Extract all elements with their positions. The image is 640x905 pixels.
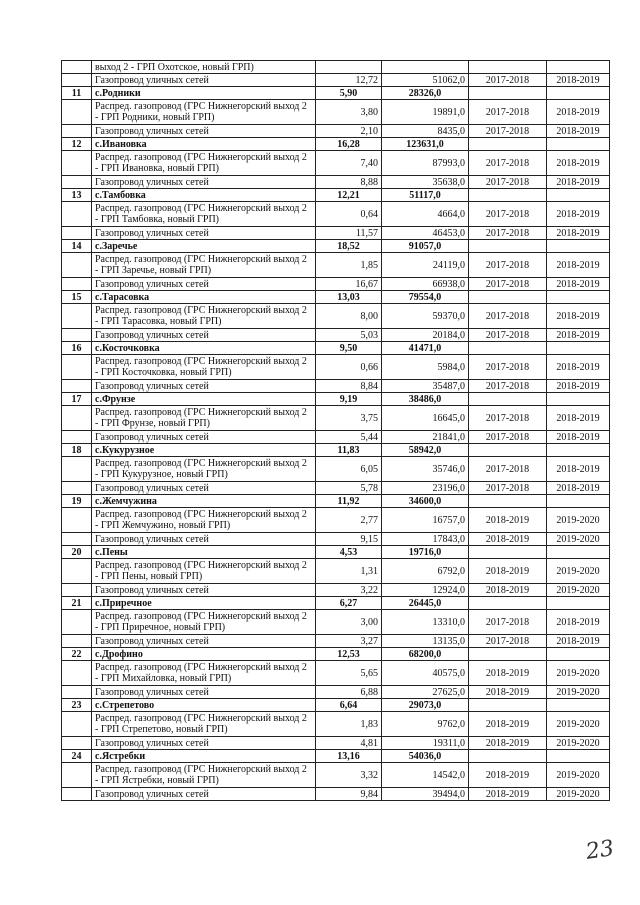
pipe-name-cell: Газопровод уличных сетей [92,737,316,750]
period-start-cell: 2017-2018 [469,635,547,648]
table-row [62,533,610,546]
table-row [62,329,610,342]
pipe-name-cell: Газопровод уличных сетей [92,533,316,546]
length-cell: 16,67 [316,278,382,291]
period-end-cell: 2019-2020 [547,788,610,801]
section-length: 11,83 [316,444,382,457]
table-row [62,737,610,750]
row-number-cell [62,202,92,227]
row-number-cell [62,61,92,74]
section-header-row [62,291,610,304]
length-cell: 2,77 [316,508,382,533]
section-length: 4,53 [316,546,382,559]
table-row [62,559,610,584]
period-end-cell: 2018-2019 [547,610,610,635]
section-number: 16 [62,342,92,355]
row-number-cell [62,635,92,648]
pipe-name-cell: Распред. газопровод (ГРС Нижнегорский выход 2 - ГРП Пены, новый ГРП) [92,559,316,584]
cost-cell: 13310,0 [382,610,469,635]
length-cell: 5,65 [316,661,382,686]
cost-cell: 6792,0 [382,559,469,584]
length-cell: 3,27 [316,635,382,648]
period-start-cell: 2017-2018 [469,278,547,291]
section-cost: 91057,0 [382,240,469,253]
length-cell: 2,10 [316,125,382,138]
pipe-name-cell: Распред. газопровод (ГРС Нижнегорский выход 2 - ГРП Михайловка, новый ГРП) [92,661,316,686]
length-cell: 11,57 [316,227,382,240]
row-number-cell [62,508,92,533]
section-number: 12 [62,138,92,151]
row-number-cell [62,686,92,699]
cost-cell: 9762,0 [382,712,469,737]
section-cost: 79554,0 [382,291,469,304]
period-start-cell: 2017-2018 [469,482,547,495]
table-row [62,176,610,189]
village-name: с.Ивановка [92,138,316,151]
table-row [62,253,610,278]
section-header-row [62,444,610,457]
pipe-name-cell: Газопровод уличных сетей [92,686,316,699]
section-header-row [62,750,610,763]
table-row [62,635,610,648]
pipe-name-cell: Распред. газопровод (ГРС Нижнегорский выход 2 - ГРП Заречье, новый ГРП) [92,253,316,278]
page-number: 23 [584,836,616,865]
section-length: 9,19 [316,393,382,406]
table-row [62,74,610,87]
section-header-row [62,189,610,202]
village-name: с.Родники [92,87,316,100]
village-name: с.Кукурузное [92,444,316,457]
period-end-cell: 2019-2020 [547,508,610,533]
section-cost: 54036,0 [382,750,469,763]
length-cell: 1,85 [316,253,382,278]
length-cell: 12,72 [316,74,382,87]
row-number-cell [62,278,92,291]
section-length: 12,53 [316,648,382,661]
section-cost: 68200,0 [382,648,469,661]
cost-cell: 27625,0 [382,686,469,699]
section-length: 5,90 [316,87,382,100]
table-row [62,584,610,597]
length-cell: 3,22 [316,584,382,597]
section-cost: 123631,0 [382,138,469,151]
table-row [62,304,610,329]
length-cell: 9,15 [316,533,382,546]
length-cell: 6,05 [316,457,382,482]
village-name: с.Тарасовка [92,291,316,304]
period-end-cell: 2019-2020 [547,584,610,597]
table-row [62,686,610,699]
section-length: 16,28 [316,138,382,151]
row-number-cell [62,406,92,431]
section-cost: 38486,0 [382,393,469,406]
table-row [62,202,610,227]
cost-cell: 51062,0 [382,74,469,87]
section-number: 11 [62,87,92,100]
cost-cell: 20184,0 [382,329,469,342]
period-start-cell: 2018-2019 [469,584,547,597]
pipe-name-cell: Распред. газопровод (ГРС Нижнегорский выход 2 - ГРП Фрунзе, новый ГРП) [92,406,316,431]
cost-cell: 46453,0 [382,227,469,240]
gas-pipeline-table [61,60,610,801]
section-number: 20 [62,546,92,559]
table-row [62,380,610,393]
cost-cell: 8435,0 [382,125,469,138]
row-number-cell [62,788,92,801]
pipe-name-cell: Газопровод уличных сетей [92,635,316,648]
row-number-cell [62,380,92,393]
village-name: с.Дрофино [92,648,316,661]
row-number-cell [62,457,92,482]
period-end-cell: 2018-2019 [547,253,610,278]
period-start-cell: 2017-2018 [469,100,547,125]
length-cell: 8,00 [316,304,382,329]
section-header-row [62,699,610,712]
pipe-name-cell: Распред. газопровод (ГРС Нижнегорский выход 2 - ГРП Ивановка, новый ГРП) [92,151,316,176]
pipe-name-cell: Газопровод уличных сетей [92,176,316,189]
cost-cell: 12924,0 [382,584,469,597]
period-end-cell: 2018-2019 [547,227,610,240]
section-cost: 41471,0 [382,342,469,355]
section-number: 13 [62,189,92,202]
row-number-cell [62,304,92,329]
cost-cell: 16757,0 [382,508,469,533]
period-end-cell: 2018-2019 [547,202,610,227]
length-cell: 3,80 [316,100,382,125]
period-start-cell: 2017-2018 [469,304,547,329]
pipe-name-cell: Газопровод уличных сетей [92,380,316,393]
period-end-cell: 2018-2019 [547,380,610,393]
row-number-cell [62,610,92,635]
row-number-cell [62,125,92,138]
period-end-cell: 2019-2020 [547,661,610,686]
cost-cell: 59370,0 [382,304,469,329]
table-row [62,661,610,686]
cost-cell: 35746,0 [382,457,469,482]
pipe-name-cell: Газопровод уличных сетей [92,788,316,801]
cost-cell: 5984,0 [382,355,469,380]
table-row [62,100,610,125]
section-length: 13,03 [316,291,382,304]
cost-cell: 21841,0 [382,431,469,444]
village-name: с.Ястребки [92,750,316,763]
section-cost: 51117,0 [382,189,469,202]
cost-cell: 87993,0 [382,151,469,176]
table-row [62,712,610,737]
pipe-name-cell: Распред. газопровод (ГРС Нижнегорский выход 2 - ГРП Тамбовка, новый ГРП) [92,202,316,227]
period-end-cell: 2018-2019 [547,431,610,444]
pipe-name-cell: Распред. газопровод (ГРС Нижнегорский выход 2 - ГРП Тарасовка, новый ГРП) [92,304,316,329]
period-start-cell: 2018-2019 [469,661,547,686]
table-row [62,355,610,380]
cost-cell: 4664,0 [382,202,469,227]
section-cost: 34600,0 [382,495,469,508]
period-start-cell: 2017-2018 [469,151,547,176]
cost-cell: 16645,0 [382,406,469,431]
period-start-cell: 2017-2018 [469,457,547,482]
row-number-cell [62,431,92,444]
pipe-name-cell: Газопровод уличных сетей [92,278,316,291]
length-cell: 4,81 [316,737,382,750]
section-number: 14 [62,240,92,253]
length-cell: 5,03 [316,329,382,342]
length-cell: 0,66 [316,355,382,380]
section-header-row [62,87,610,100]
row-number-cell [62,737,92,750]
cost-cell: 17843,0 [382,533,469,546]
village-name: с.Тамбовка [92,189,316,202]
table-row [62,508,610,533]
length-cell: 5,44 [316,431,382,444]
length-cell: 5,78 [316,482,382,495]
row-number-cell [62,151,92,176]
section-number: 15 [62,291,92,304]
period-start-cell: 2018-2019 [469,712,547,737]
village-name: с.Пены [92,546,316,559]
period-end-cell: 2019-2020 [547,533,610,546]
pipe-name-cell: Газопровод уличных сетей [92,227,316,240]
period-start-cell: 2017-2018 [469,610,547,635]
section-cost: 26445,0 [382,597,469,610]
section-header-row [62,597,610,610]
section-cost: 58942,0 [382,444,469,457]
pipe-name-cell: Газопровод уличных сетей [92,431,316,444]
continuation-name-cell: выход 2 - ГРП Охотское, новый ГРП) [92,61,316,74]
length-cell: 1,83 [316,712,382,737]
section-length: 18,52 [316,240,382,253]
table-row [62,763,610,788]
period-start-cell: 2017-2018 [469,355,547,380]
row-number-cell [62,482,92,495]
row-number-cell [62,100,92,125]
section-cost: 28326,0 [382,87,469,100]
cost-cell: 19891,0 [382,100,469,125]
section-number: 18 [62,444,92,457]
section-length: 13,16 [316,750,382,763]
pipe-name-cell: Распред. газопровод (ГРС Нижнегорский выход 2 - ГРП Косточковка, новый ГРП) [92,355,316,380]
period-start-cell: 2017-2018 [469,406,547,431]
table-row [62,482,610,495]
section-length: 6,27 [316,597,382,610]
pipe-name-cell: Газопровод уличных сетей [92,329,316,342]
period-start-cell: 2018-2019 [469,533,547,546]
section-header-row [62,138,610,151]
village-name: с.Косточковка [92,342,316,355]
period-start-cell: 2018-2019 [469,737,547,750]
period-end-cell: 2019-2020 [547,686,610,699]
table-body [62,61,610,801]
village-name: с.Стрепетово [92,699,316,712]
length-cell: 8,84 [316,380,382,393]
row-number-cell [62,329,92,342]
section-header-row [62,648,610,661]
period-end-cell: 2018-2019 [547,355,610,380]
period-end-cell: 2018-2019 [547,482,610,495]
length-cell: 0,64 [316,202,382,227]
cost-cell: 24119,0 [382,253,469,278]
table-row [62,227,610,240]
period-end-cell: 2019-2020 [547,712,610,737]
row-number-cell [62,253,92,278]
period-start-cell: 2017-2018 [469,74,547,87]
section-number: 21 [62,597,92,610]
length-cell: 6,88 [316,686,382,699]
length-cell: 3,32 [316,763,382,788]
period-end-cell: 2018-2019 [547,329,610,342]
section-length: 11,92 [316,495,382,508]
section-number: 17 [62,393,92,406]
pipe-name-cell: Газопровод уличных сетей [92,584,316,597]
period-start-cell: 2017-2018 [469,329,547,342]
period-end-cell: 2018-2019 [547,457,610,482]
length-cell: 1,31 [316,559,382,584]
period-start-cell: 2017-2018 [469,227,547,240]
period-start-cell: 2017-2018 [469,431,547,444]
cost-cell: 40575,0 [382,661,469,686]
pipe-name-cell: Распред. газопровод (ГРС Нижнегорский выход 2 - ГРП Приречное, новый ГРП) [92,610,316,635]
period-end-cell: 2018-2019 [547,304,610,329]
pipe-name-cell: Распред. газопровод (ГРС Нижнегорский выход 2 - ГРП Ястребки, новый ГРП) [92,763,316,788]
section-number: 23 [62,699,92,712]
pipe-name-cell: Распред. газопровод (ГРС Нижнегорский выход 2 - ГРП Жемчужино, новый ГРП) [92,508,316,533]
cost-cell: 14542,0 [382,763,469,788]
period-start-cell: 2017-2018 [469,253,547,278]
pipe-name-cell: Газопровод уличных сетей [92,482,316,495]
section-number: 19 [62,495,92,508]
table-row [62,610,610,635]
row-number-cell [62,712,92,737]
period-start-cell: 2018-2019 [469,559,547,584]
period-start-cell: 2018-2019 [469,788,547,801]
pipe-name-cell: Распред. газопровод (ГРС Нижнегорский выход 2 - ГРП Родники, новый ГРП) [92,100,316,125]
row-number-cell [62,584,92,597]
section-number: 22 [62,648,92,661]
table-row [62,406,610,431]
section-cost: 29073,0 [382,699,469,712]
continuation-row [62,61,610,74]
row-number-cell [62,763,92,788]
period-start-cell: 2017-2018 [469,176,547,189]
length-cell: 3,75 [316,406,382,431]
row-number-cell [62,559,92,584]
section-header-row [62,495,610,508]
period-end-cell: 2019-2020 [547,737,610,750]
section-length: 9,50 [316,342,382,355]
pipe-name-cell: Распред. газопровод (ГРС Нижнегорский выход 2 - ГРП Кукурузное, новый ГРП) [92,457,316,482]
pipe-name-cell: Газопровод уличных сетей [92,74,316,87]
length-cell: 3,00 [316,610,382,635]
pipe-name-cell: Газопровод уличных сетей [92,125,316,138]
section-header-row [62,342,610,355]
period-end-cell: 2018-2019 [547,125,610,138]
section-header-row [62,546,610,559]
period-end-cell: 2019-2020 [547,559,610,584]
village-name: с.Приречное [92,597,316,610]
section-cost: 19716,0 [382,546,469,559]
village-name: с.Заречье [92,240,316,253]
section-header-row [62,393,610,406]
row-number-cell [62,661,92,686]
length-cell: 8,88 [316,176,382,189]
table-row [62,278,610,291]
cost-cell: 66938,0 [382,278,469,291]
cost-cell: 13135,0 [382,635,469,648]
period-end-cell: 2018-2019 [547,278,610,291]
period-end-cell: 2018-2019 [547,151,610,176]
period-start-cell: 2018-2019 [469,508,547,533]
period-start-cell: 2017-2018 [469,202,547,227]
length-cell: 7,40 [316,151,382,176]
section-length: 12,21 [316,189,382,202]
period-start-cell: 2018-2019 [469,686,547,699]
row-number-cell [62,176,92,189]
row-number-cell [62,533,92,546]
table-row [62,151,610,176]
period-end-cell: 2018-2019 [547,635,610,648]
period-end-cell: 2018-2019 [547,74,610,87]
row-number-cell [62,355,92,380]
village-name: с.Фрунзе [92,393,316,406]
period-end-cell: 2018-2019 [547,406,610,431]
pipe-name-cell: Распред. газопровод (ГРС Нижнегорский выход 2 - ГРП Стрепетово, новый ГРП) [92,712,316,737]
section-length: 6,64 [316,699,382,712]
table-row [62,125,610,138]
period-start-cell: 2017-2018 [469,125,547,138]
cost-cell: 35638,0 [382,176,469,189]
period-start-cell: 2018-2019 [469,763,547,788]
cost-cell: 19311,0 [382,737,469,750]
row-number-cell [62,227,92,240]
cost-cell: 39494,0 [382,788,469,801]
cost-cell: 35487,0 [382,380,469,393]
table-row [62,457,610,482]
period-end-cell: 2018-2019 [547,100,610,125]
section-number: 24 [62,750,92,763]
period-end-cell: 2019-2020 [547,763,610,788]
village-name: с.Жемчужина [92,495,316,508]
table-row [62,788,610,801]
period-end-cell: 2018-2019 [547,176,610,189]
period-start-cell: 2017-2018 [469,380,547,393]
cost-cell: 23196,0 [382,482,469,495]
table-row [62,431,610,444]
length-cell: 9,84 [316,788,382,801]
section-header-row [62,240,610,253]
